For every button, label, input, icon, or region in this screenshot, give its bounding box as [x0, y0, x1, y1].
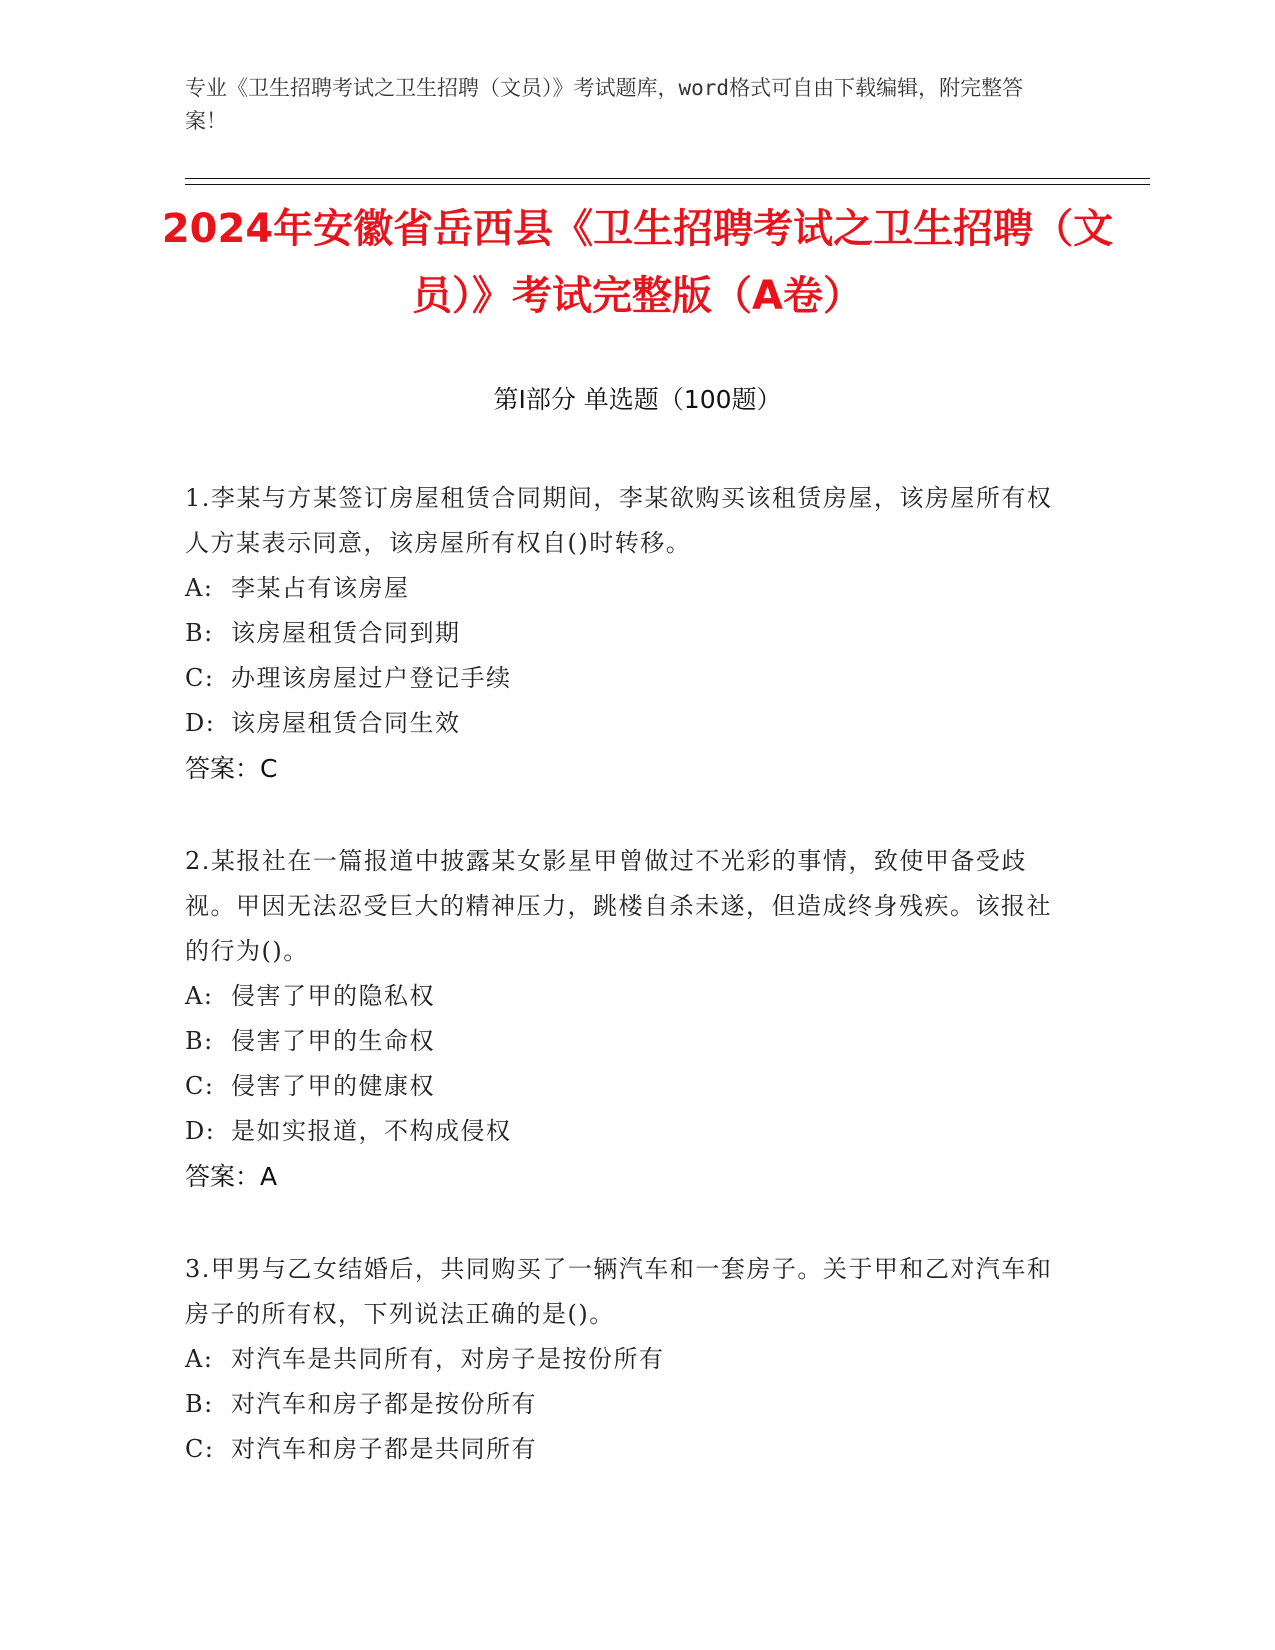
option-key: D:: [185, 1117, 216, 1145]
option-text: 侵害了甲的健康权: [231, 1072, 435, 1100]
option-a: [185, 1337, 1065, 1382]
question-3: [185, 1247, 1065, 1472]
option-text: 该房屋租赁合同到期: [231, 619, 461, 647]
option-key: D:: [185, 709, 216, 737]
answer-line: 答案：A: [185, 1162, 278, 1191]
answer-line: 答案：C: [185, 754, 278, 783]
option-d: [185, 701, 1065, 746]
option-text: 侵害了甲的生命权: [231, 1027, 435, 1055]
option-d: [185, 1109, 1065, 1154]
option-key: A:: [185, 982, 214, 1010]
option-key: A:: [185, 1345, 214, 1373]
option-text: 该房屋租赁合同生效: [231, 709, 461, 737]
option-key: C:: [185, 1072, 215, 1100]
option-a: [185, 566, 1065, 611]
option-a: [185, 974, 1065, 1019]
option-text: 办理该房屋过户登记手续: [231, 664, 512, 692]
option-text: 对汽车和房子都是按份所有: [231, 1390, 537, 1418]
option-b: [185, 1019, 1065, 1064]
option-key: C:: [185, 664, 215, 692]
question-stem: 2.某报社在一篇报道中披露某女影星甲曾做过不光彩的事情，致使甲备受歧视。甲因无法忍受巨大的精神压力，跳楼自杀未遂，但造成终身残疾。该报社的行为()。: [185, 847, 1052, 965]
header-divider-thick: [185, 178, 1150, 179]
option-text: 对汽车是共同所有，对房子是按份所有: [231, 1345, 665, 1373]
question-1: [185, 476, 1065, 791]
question-list: [185, 476, 1065, 1520]
section-title: 第Ⅰ部分 单选题（100题）: [493, 385, 782, 414]
question-stem: 1.李某与方某签订房屋租赁合同期间，李某欲购买该租赁房屋，该房屋所有权人方某表示同意，该房屋所有权自()时转移。: [185, 484, 1053, 557]
option-key: C:: [185, 1435, 215, 1463]
option-c: [185, 1427, 1065, 1472]
document-title: 2024年安徽省岳西县《卫生招聘考试之卫生招聘（文员）》考试完整版（A卷）: [161, 206, 1114, 319]
option-text: 李某占有该房屋: [231, 574, 410, 602]
option-key: B:: [185, 1027, 214, 1055]
option-c: [185, 656, 1065, 701]
option-key: A:: [185, 574, 214, 602]
question-stem: 3.甲男与乙女结婚后，共同购买了一辆汽车和一套房子。关于甲和乙对汽车和房子的所有权，下列说法正确的是()。: [185, 1255, 1053, 1328]
question-2: [185, 839, 1065, 1199]
option-key: B:: [185, 1390, 214, 1418]
option-text: 对汽车和房子都是共同所有: [231, 1435, 537, 1463]
header-note: 专业《卫生招聘考试之卫生招聘（文员）》考试题库，word格式可自由下载编辑，附完整答案！: [185, 76, 1024, 133]
option-b: [185, 1382, 1065, 1427]
option-text: 是如实报道，不构成侵权: [231, 1117, 512, 1145]
option-c: [185, 1064, 1065, 1109]
option-b: [185, 611, 1065, 656]
option-key: B:: [185, 619, 214, 647]
header-divider-thin: [185, 184, 1150, 185]
option-text: 侵害了甲的隐私权: [231, 982, 435, 1010]
